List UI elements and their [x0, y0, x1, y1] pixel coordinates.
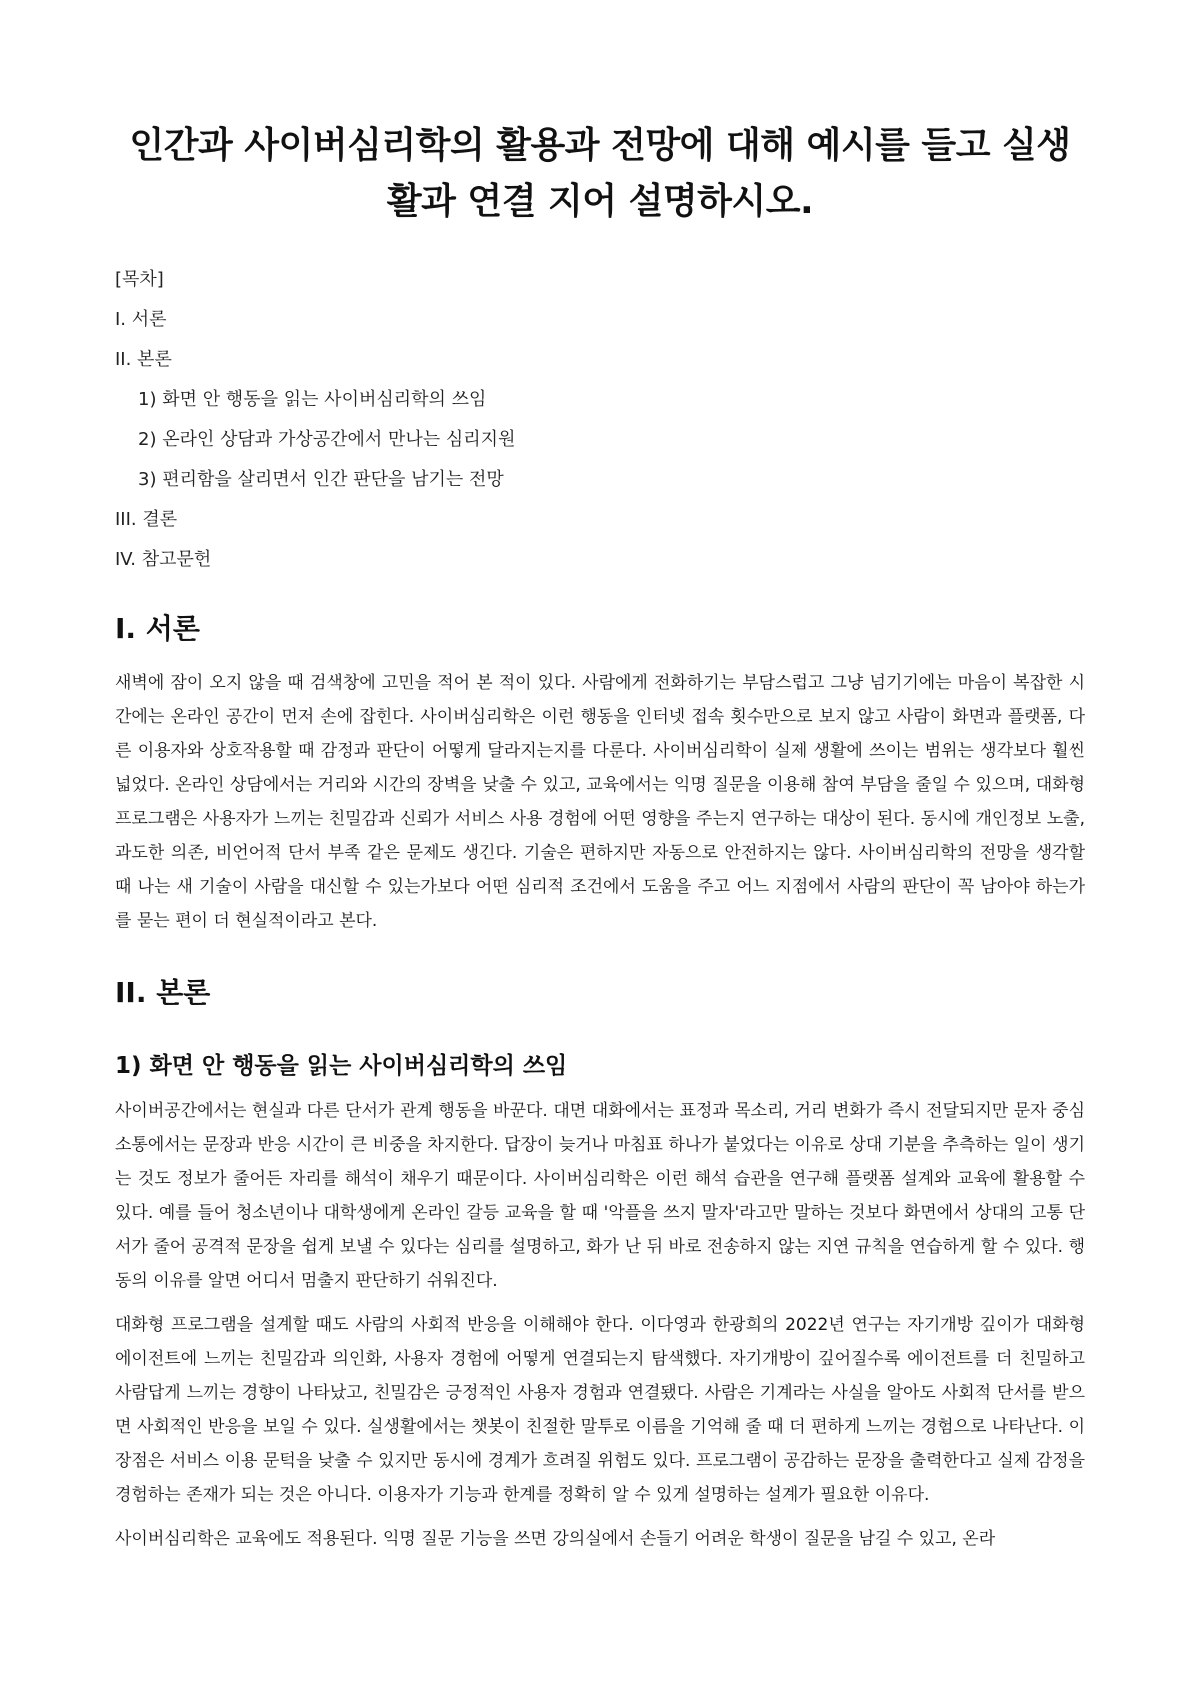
section-heading-intro: I. 서론 [115, 612, 200, 645]
subsection-heading-1: 1) 화면 안 행동을 읽는 사이버심리학의 쓰임 [115, 1053, 568, 1079]
document-page [115, 118, 1085, 1556]
intro-paragraph: 새벽에 잠이 오지 않을 때 검색창에 고민을 적어 본 적이 있다. 사람에게 전화하기는 부담스럽고 그냥 넘기기에는 마음이 복잡한 시간에는 온라인 공간이 먼저 손에 잡힌다. 사이버심리학은 이런 행동을 인터넷 접속 횟수만으로 보지 않고 사람이 화면과 플랫폼, 다른 이용자와 상호작용할 때 감정과 판단이 어떻게 달라지는지를 다룬다. 사이버심리학이 실제 생활에 쓰이는 범위는 생각보다 훨씬 넓었다. 온라인 상담에서는 거리와 시간의 장벽을 낮출 수 있고, 교육에서는 익명 질문을 이용해 참여 부담을 줄일 수 있으며, 대화형 프로그램은 사용자가 느끼는 친밀감과 신뢰가 서비스 사용 경험에 어떤 영향을 주는지 연구하는 대상이 된다. 동시에 개인정보 노출, 과도한 의존, 비언어적 단서 부족 같은 문제도 생긴다. 기술은 편하지만 자동으로 안전하지는 않다. 사이버심리학의 전망을 생각할 때 나는 새 기술이 사람을 대신할 수 있는가보다 어떤 심리적 조건에서 도움을 주고 어느 지점에서 사람의 판단이 꼭 남아야 하는가를 묻는 편이 더 현실적이라고 본다. [115, 673, 1085, 931]
toc-item-body-1: 1) 화면 안 행동을 읽는 사이버심리학의 쓰임 [138, 389, 487, 410]
document-title: 인간과 사이버심리학의 활용과 전망에 대해 예시를 들고 실생활과 연결 지어 설명하시오. [129, 125, 1071, 222]
section-heading-body: II. 본론 [115, 976, 211, 1009]
table-of-contents [115, 260, 1085, 580]
toc-item-references: IV. 참고문헌 [115, 549, 212, 570]
toc-item-intro: I. 서론 [115, 309, 167, 330]
toc-item-body-3: 3) 편리함을 살리면서 인간 판단을 남기는 전망 [138, 469, 504, 490]
toc-item-body: II. 본론 [115, 349, 172, 370]
toc-item-body-2: 2) 온라인 상담과 가상공간에서 만나는 심리지원 [138, 429, 516, 450]
body-paragraph: 대화형 프로그램을 설계할 때도 사람의 사회적 반응을 이해해야 한다. 이다영과 한광희의 2022년 연구는 자기개방 깊이가 대화형 에이전트에 느끼는 친밀감과 의인화, 사용자 경험에 어떻게 연결되는지 탐색했다. 자기개방이 깊어질수록 에이전트를 더 친밀하고 사람답게 느끼는 경향이 나타났고, 친밀감은 긍정적인 사용자 경험과 연결됐다. 사람은 기계라는 사실을 알아도 사회적 단서를 받으면 사회적인 반응을 보일 수 있다. 실생활에서는 챗봇이 친절한 말투로 이름을 기억해 줄 때 더 편하게 느끼는 경험으로 나타난다. 이 장점은 서비스 이용 문턱을 낮출 수 있지만 동시에 경계가 흐려질 위험도 있다. 프로그램이 공감하는 문장을 출력한다고 실제 감정을 경험하는 존재가 되는 것은 아니다. 이용자가 기능과 한계를 정확히 알 수 있게 설명하는 설계가 필요한 이유다. [115, 1315, 1085, 1505]
body-paragraph: 사이버공간에서는 현실과 다른 단서가 관계 행동을 바꾼다. 대면 대화에서는 표정과 목소리, 거리 변화가 즉시 전달되지만 문자 중심 소통에서는 문장과 반응 시간이 큰 비중을 차지한다. 답장이 늦거나 마침표 하나가 붙었다는 이유로 상대 기분을 추측하는 일이 생기는 것도 정보가 줄어든 자리를 해석이 채우기 때문이다. 사이버심리학은 이런 해석 습관을 연구해 플랫폼 설계와 교육에 활용할 수 있다. 예를 들어 청소년이나 대학생에게 온라인 갈등 교육을 할 때 '악플을 쓰지 말자'라고만 말하는 것보다 화면에서 상대의 고통 단서가 줄어 공격적 문장을 쉽게 보낼 수 있다는 심리를 설명하고, 화가 난 뒤 바로 전송하지 않는 지연 규칙을 연습하게 할 수 있다. 행동의 이유를 알면 어디서 멈출지 판단하기 쉬워진다. [115, 1101, 1085, 1291]
toc-item-conclusion: III. 결론 [115, 509, 178, 530]
toc-label: [목차] [115, 269, 164, 290]
body-paragraph: 사이버심리학은 교육에도 적용된다. 익명 질문 기능을 쓰면 강의실에서 손들기 어려운 학생이 질문을 남길 수 있고, 온라 [115, 1529, 996, 1549]
